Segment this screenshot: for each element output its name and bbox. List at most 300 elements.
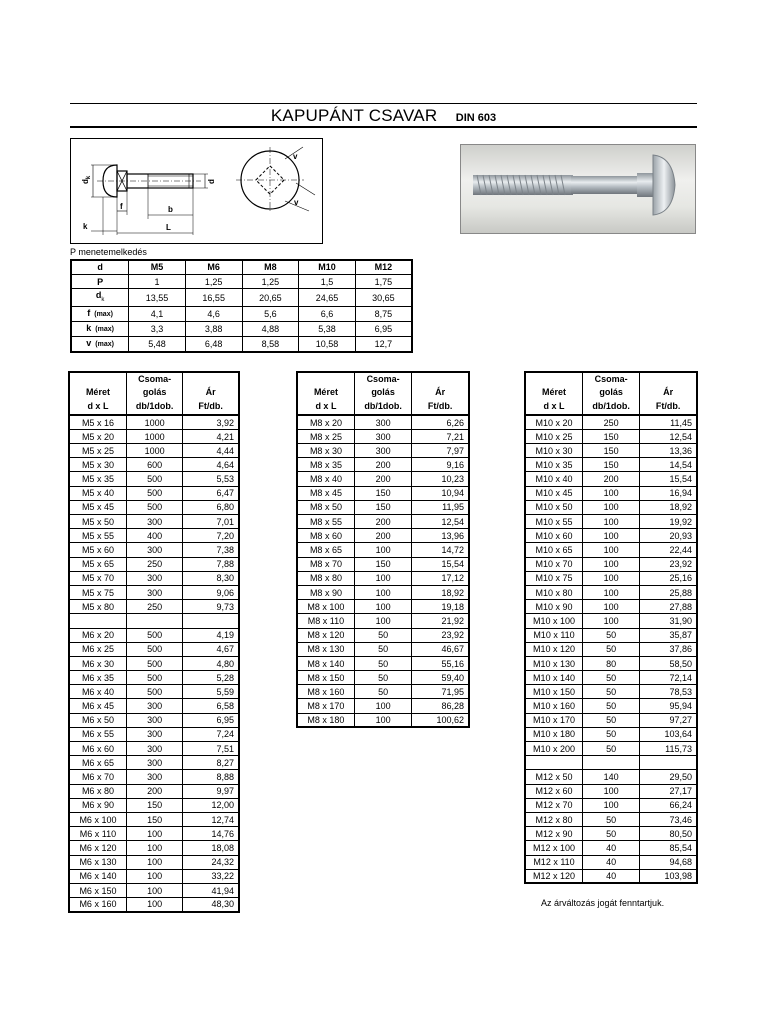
spec-param-qualifier: (max) [94,311,113,319]
price-value-cell: 55,16 [412,656,469,670]
price-packing-cell: 50 [583,812,640,826]
price-size-cell: M8 x 180 [297,713,354,727]
spec-cell: 16,55 [185,289,242,307]
price-row [69,713,239,727]
price-row [69,486,239,500]
price-value-cell: 14,54 [640,458,697,472]
price-row [69,898,239,912]
price-packing-cell: 500 [126,642,182,656]
price-packing-cell: 500 [126,628,182,642]
price-header-size [525,372,583,415]
price-packing-cell: 50 [583,713,640,727]
price-header-line: Ft/db. [655,400,681,411]
spec-param-qualifier: (max) [95,326,114,334]
price-row [69,415,239,429]
price-size-cell: M6 x 130 [69,855,126,869]
price-row [69,529,239,543]
spec-header-size: M12 [355,260,412,274]
price-value-cell: 100,62 [412,713,469,727]
price-header-row [297,372,469,415]
price-row [297,515,469,529]
price-packing-cell: 200 [126,784,182,798]
price-row [69,756,239,770]
price-packing-cell: 100 [583,798,640,812]
price-packing-cell: 100 [583,784,640,798]
price-value-cell: 12,74 [183,812,239,826]
price-packing-cell: 100 [583,515,640,529]
price-row [525,458,697,472]
price-header-row [525,372,697,415]
technical-drawing [70,138,323,244]
price-row [297,472,469,486]
price-value-cell: 22,44 [640,543,697,557]
dim-b-label: b [168,205,173,214]
price-value-cell: 8,27 [183,756,239,770]
price-value-cell [640,756,697,770]
price-packing-cell: 80 [583,656,640,670]
price-row [69,727,239,741]
spec-table [70,259,413,353]
price-value-cell: 85,54 [640,841,697,855]
price-value-cell: 5,59 [183,685,239,699]
spec-cell: 5,38 [299,322,356,337]
price-size-cell: M6 x 65 [69,756,126,770]
price-value-cell: 6,26 [412,415,469,429]
price-value-cell: 5,28 [183,671,239,685]
price-row [69,685,239,699]
price-packing-cell: 50 [354,685,411,699]
price-row [525,529,697,543]
price-size-cell: M6 x 30 [69,656,126,670]
price-packing-cell: 40 [583,869,640,883]
spec-row [71,337,412,353]
price-size-cell: M10 x 20 [525,415,583,429]
spec-cell: 8,75 [355,307,412,322]
price-packing-cell: 500 [126,500,182,514]
price-row [69,699,239,713]
price-row [525,444,697,458]
price-header-line: d x L [543,400,565,411]
price-size-cell: M10 x 80 [525,585,583,599]
price-size-cell: M10 x 40 [525,472,583,486]
price-packing-cell: 300 [126,742,182,756]
price-size-cell: M12 x 110 [525,855,583,869]
price-size-cell: M6 x 20 [69,628,126,642]
spec-cell: 8,58 [242,337,299,353]
price-value-cell: 11,45 [640,415,697,429]
price-value-cell: 80,50 [640,827,697,841]
price-packing-cell: 40 [583,841,640,855]
price-row [297,486,469,500]
spec-cell: 4,88 [242,322,299,337]
price-packing-cell: 50 [354,656,411,670]
price-row [525,756,697,770]
price-packing-cell: 150 [126,798,182,812]
price-packing-cell: 50 [354,671,411,685]
price-row [297,415,469,429]
title-standard: DIN 603 [455,112,497,124]
price-table-m10-m12 [524,371,698,884]
price-packing-cell: 200 [354,458,411,472]
price-size-cell: M8 x 100 [297,600,354,614]
price-header-price [412,372,469,415]
spec-cell: 4,1 [129,307,186,322]
price-value-cell: 13,96 [412,529,469,543]
price-row [69,557,239,571]
price-packing-cell: 300 [354,429,411,443]
price-size-cell: M8 x 120 [297,628,354,642]
price-value-cell: 6,95 [183,713,239,727]
price-size-cell: M5 x 65 [69,557,126,571]
spec-cell: 24,65 [299,289,356,307]
price-value-cell: 7,21 [412,429,469,443]
price-header-line: Ft/db. [427,400,453,411]
price-packing-cell: 50 [583,642,640,656]
spec-cell: 1,25 [185,274,242,288]
price-row [525,671,697,685]
price-size-cell: M10 x 75 [525,571,583,585]
price-row [69,600,239,614]
price-row [525,642,697,656]
price-value-cell: 7,20 [183,529,239,543]
spec-header-label: d [71,260,129,274]
price-size-cell: M8 x 170 [297,699,354,713]
spec-row-label [71,322,129,337]
price-packing-cell: 1000 [126,415,182,429]
page-title [70,106,697,126]
price-packing-cell: 250 [583,415,640,429]
price-packing-cell: 100 [354,699,411,713]
price-value-cell: 6,80 [183,500,239,514]
price-size-cell: M8 x 55 [297,515,354,529]
price-row [525,742,697,756]
price-row [525,500,697,514]
price-size-cell: M5 x 70 [69,571,126,585]
title-rule-top [70,103,697,104]
price-value-cell: 78,53 [640,685,697,699]
price-row [525,415,697,429]
price-value-cell: 33,22 [183,869,239,883]
price-size-cell: M10 x 200 [525,742,583,756]
spec-cell: 12,7 [355,337,412,353]
spec-cell: 5,48 [129,337,186,353]
price-packing-cell: 100 [583,557,640,571]
price-row [525,571,697,585]
price-size-cell: M10 x 110 [525,628,583,642]
dim-v-label-top: v [293,152,298,161]
carriage-bolt-photo-icon [461,145,696,234]
price-packing-cell: 50 [583,742,640,756]
price-row [69,543,239,557]
price-value-cell: 7,88 [183,557,239,571]
price-row [525,713,697,727]
price-packing-cell: 150 [354,486,411,500]
price-size-cell: M6 x 110 [69,827,126,841]
price-packing-cell [583,756,640,770]
price-size-cell: M5 x 16 [69,415,126,429]
price-value-cell: 15,54 [412,557,469,571]
price-row [525,472,697,486]
price-packing-cell: 100 [126,883,182,897]
price-row [297,614,469,628]
price-value-cell: 12,54 [640,429,697,443]
price-packing-cell: 1000 [126,429,182,443]
price-value-cell: 7,51 [183,742,239,756]
spec-cell: 6,6 [299,307,356,322]
price-value-cell: 3,92 [183,415,239,429]
spec-param: f [87,308,91,319]
price-packing-cell: 200 [354,472,411,486]
price-value-cell: 18,92 [412,585,469,599]
dim-f-label: f [120,202,123,211]
price-row [69,855,239,869]
price-packing-cell: 150 [354,557,411,571]
price-size-cell: M10 x 45 [525,486,583,500]
price-size-cell: M10 x 50 [525,500,583,514]
price-packing-cell: 300 [126,571,182,585]
price-header-line: Méret [85,387,110,398]
price-value-cell: 6,58 [183,699,239,713]
price-row [525,614,697,628]
price-value-cell: 6,47 [183,486,239,500]
price-value-cell: 14,72 [412,543,469,557]
price-row [69,827,239,841]
price-value-cell: 73,46 [640,812,697,826]
price-header-price [640,372,697,415]
price-row [69,444,239,458]
price-header-line: Méret [541,387,566,398]
price-header-packing [354,372,411,415]
price-row [525,770,697,784]
price-value-cell: 4,67 [183,642,239,656]
price-table-m8 [296,371,470,728]
price-value-cell: 25,16 [640,571,697,585]
price-packing-cell: 300 [126,727,182,741]
price-packing-cell: 250 [126,557,182,571]
price-row [525,798,697,812]
price-packing-cell: 100 [354,571,411,585]
price-value-cell: 18,08 [183,841,239,855]
price-row [525,628,697,642]
price-size-cell: M10 x 150 [525,685,583,699]
title-main: KAPUPÁNT CSAVAR [270,106,438,125]
price-value-cell: 20,93 [640,529,697,543]
spec-cell: 6,48 [185,337,242,353]
price-row [69,472,239,486]
price-packing-cell: 100 [583,543,640,557]
spec-cell: 1,75 [355,274,412,288]
price-packing-cell: 100 [583,500,640,514]
price-value-cell: 37,86 [640,642,697,656]
price-packing-cell: 500 [126,671,182,685]
price-packing-cell: 400 [126,529,182,543]
price-size-cell: M10 x 160 [525,699,583,713]
spec-param-qualifier: (max) [95,341,114,349]
price-row [69,784,239,798]
spec-cell: 10,58 [299,337,356,353]
spec-cell: 5,6 [242,307,299,322]
price-header-line: golás [142,387,167,398]
price-value-cell: 7,97 [412,444,469,458]
price-packing-cell: 300 [126,585,182,599]
price-header-packing [583,372,640,415]
price-row [297,628,469,642]
price-value-cell: 5,53 [183,472,239,486]
spec-cell: 3,3 [129,322,186,337]
price-value-cell: 10,94 [412,486,469,500]
price-row [69,841,239,855]
price-row [69,429,239,443]
price-packing-cell: 150 [583,458,640,472]
price-value-cell: 24,32 [183,855,239,869]
price-row [69,500,239,514]
price-size-cell: M5 x 50 [69,515,126,529]
price-packing-cell: 300 [126,543,182,557]
price-row [69,515,239,529]
price-value-cell: 35,87 [640,628,697,642]
price-row [69,642,239,656]
price-header-packing [126,372,182,415]
price-size-cell: M12 x 60 [525,784,583,798]
price-size-cell: M5 x 75 [69,585,126,599]
price-size-cell: M8 x 40 [297,472,354,486]
spec-header-size: M6 [185,260,242,274]
price-size-cell: M10 x 180 [525,727,583,741]
price-size-cell: M8 x 25 [297,429,354,443]
price-row [69,571,239,585]
price-header-line: db/1dob. [592,400,630,411]
price-packing-cell: 1000 [126,444,182,458]
spec-header-size: M8 [242,260,299,274]
price-value-cell: 41,94 [183,883,239,897]
price-value-cell: 8,88 [183,770,239,784]
price-header-size [69,372,126,415]
spec-row-label [71,307,129,322]
spec-cell: 1,5 [299,274,356,288]
price-value-cell: 27,17 [640,784,697,798]
dim-k-label: k [83,222,88,231]
price-size-cell: M5 x 60 [69,543,126,557]
price-packing-cell: 300 [354,415,411,429]
price-size-cell: M5 x 20 [69,429,126,443]
price-row [297,642,469,656]
price-row [525,727,697,741]
price-packing-cell: 300 [126,699,182,713]
price-value-cell: 9,06 [183,585,239,599]
price-row [69,742,239,756]
price-row [69,798,239,812]
price-row [525,685,697,699]
price-row [297,500,469,514]
price-table-m5-m6 [68,371,240,913]
price-header-line: Csoma- [366,374,400,384]
price-packing-cell: 500 [126,486,182,500]
price-size-cell [525,756,583,770]
price-packing-cell: 100 [126,827,182,841]
price-row [525,429,697,443]
price-row [297,671,469,685]
price-header-line: db/1dob. [364,400,402,411]
price-size-cell: M8 x 65 [297,543,354,557]
price-size-cell: M5 x 40 [69,486,126,500]
price-value-cell: 27,88 [640,600,697,614]
price-value-cell: 23,92 [412,628,469,642]
spec-param: v [86,338,92,349]
price-row [297,713,469,727]
price-row [297,656,469,670]
price-row [69,585,239,599]
price-value-cell: 4,80 [183,656,239,670]
price-size-cell: M6 x 40 [69,685,126,699]
price-value-cell: 4,19 [183,628,239,642]
spec-param: d [95,290,102,301]
price-row [297,699,469,713]
price-value-cell: 18,92 [640,500,697,514]
pitch-note: P menetemelkedés [70,247,147,257]
spec-param: k [86,323,92,334]
price-size-cell: M6 x 45 [69,699,126,713]
price-value-cell: 31,90 [640,614,697,628]
price-value-cell: 115,73 [640,742,697,756]
spec-cell: 13,55 [129,289,186,307]
price-value-cell: 11,95 [412,500,469,514]
price-packing-cell: 150 [354,500,411,514]
price-packing-cell: 300 [354,444,411,458]
price-packing-cell: 250 [126,600,182,614]
price-size-cell: M8 x 150 [297,671,354,685]
price-packing-cell: 50 [583,671,640,685]
price-row [69,770,239,784]
price-row [69,869,239,883]
price-packing-cell: 300 [126,756,182,770]
price-packing-cell: 100 [126,855,182,869]
price-size-cell: M6 x 160 [69,898,126,912]
price-size-cell: M6 x 90 [69,798,126,812]
price-size-cell: M6 x 140 [69,869,126,883]
price-packing-cell: 50 [583,727,640,741]
price-value-cell: 4,64 [183,458,239,472]
price-size-cell: M6 x 25 [69,642,126,656]
price-size-cell: M8 x 90 [297,585,354,599]
price-value-cell: 8,30 [183,571,239,585]
price-value-cell: 16,94 [640,486,697,500]
price-size-cell: M12 x 70 [525,798,583,812]
price-value-cell: 4,21 [183,429,239,443]
price-packing-cell: 100 [583,529,640,543]
price-row [69,883,239,897]
price-size-cell: M6 x 120 [69,841,126,855]
spec-param: P [97,276,104,287]
bolt-photo [460,144,696,234]
price-size-cell: M10 x 25 [525,429,583,443]
price-header-line: Méret [313,387,338,398]
price-packing-cell: 100 [126,841,182,855]
price-header-line: d x L [87,400,109,411]
price-packing-cell: 150 [126,812,182,826]
price-packing-cell: 300 [126,713,182,727]
price-header-price [183,372,239,415]
price-header-line: Ár [205,387,216,398]
price-value-cell: 7,24 [183,727,239,741]
price-row [69,812,239,826]
price-packing-cell: 100 [583,486,640,500]
price-packing-cell: 100 [583,571,640,585]
price-size-cell: M6 x 70 [69,770,126,784]
price-header-line: d x L [315,400,337,411]
price-size-cell: M6 x 100 [69,812,126,826]
price-size-cell: M8 x 60 [297,529,354,543]
price-value-cell: 9,16 [412,458,469,472]
